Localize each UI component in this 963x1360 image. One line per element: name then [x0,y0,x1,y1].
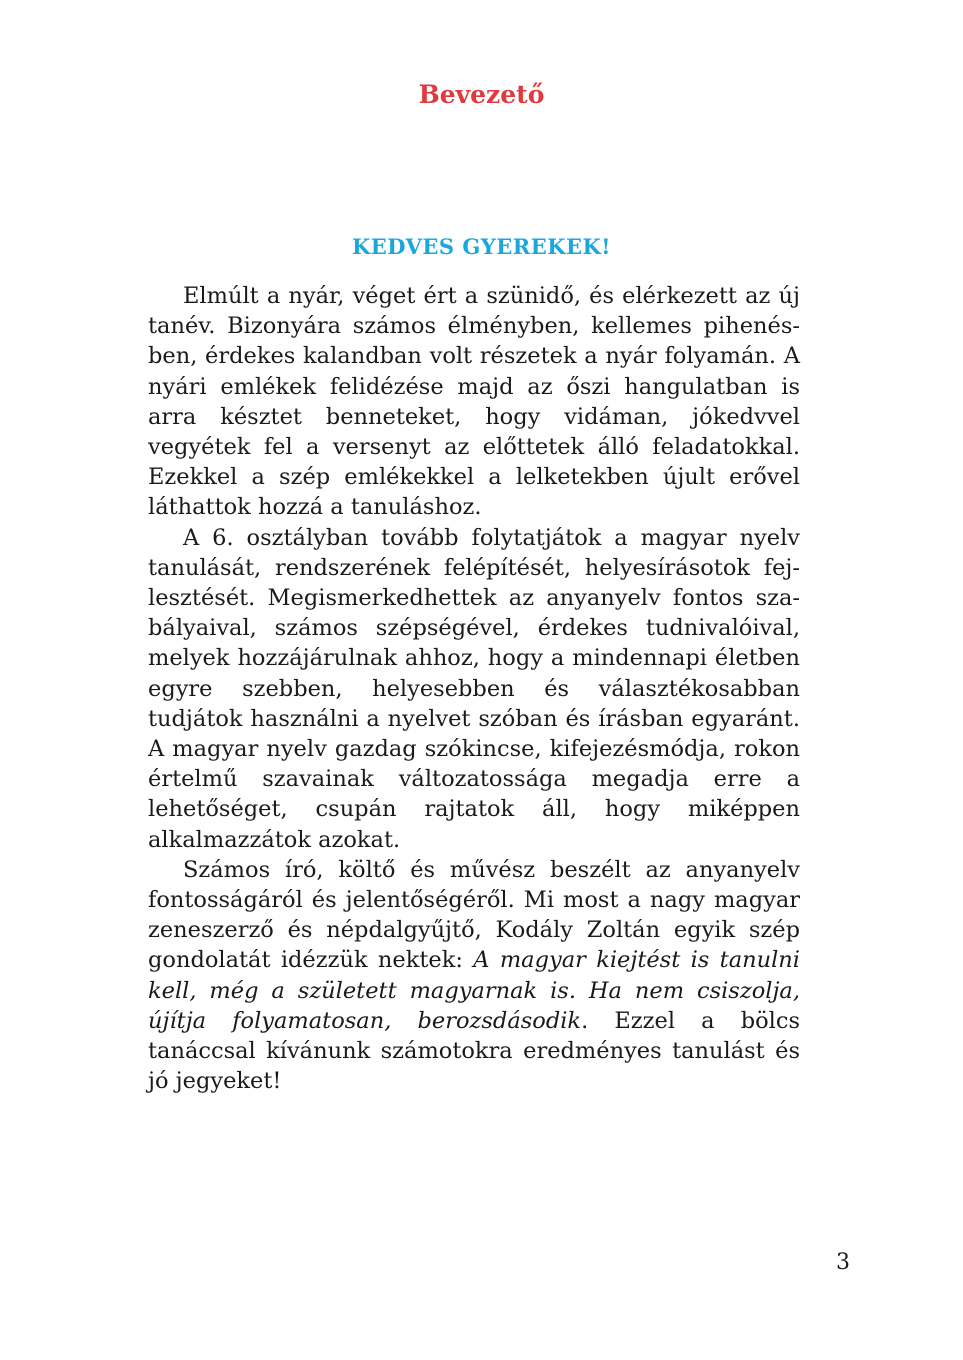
section-heading: KEDVES GYEREKEK! [352,234,611,259]
paragraph-3-start: Számos író, költő és művész beszélt az anyanyelv fontosságáról és jelentőségéről. Mi most a nagy magyar zeneszerző és népdalgyűjtő, Kodály Zoltán egyik szép gondolatát idézzük nektek: [148,856,800,974]
paragraph-3-end: . Ezzel a bölcs tanáccsal kívánunk számotokra eredményes tanulást és jó jegyeket! [148,1007,800,1095]
page-number: 3 [836,1250,850,1275]
kodaly-quote: A magyar kiejtést is tanulni kell, még a született magyarnak is. Ha nem csiszolja, újítja folyamatosan, berozsdásodik [148,947,800,1034]
chapter-title: Bevezető [418,80,545,109]
paragraph-1: Elmúlt a nyár, véget ért a szünidő, és elérkezett az új tanév. Bizonyára számos élményben, kellemes pihenésben, érdekes kalandban volt részetek a nyár folyamán. A nyári emlékek felidézése majd az őszi hangulatban is arra késztet benneteket, hogy vidáman, jókedvvel vegyétek fel a versenyt az előttetek álló feladatokkal. Ezekkel a szép emlékekkel a lelketekben újult erővel láthattok hozzá a tanuláshoz. [148,283,800,521]
paragraph-3 [148,855,800,1097]
body-text [148,281,800,1096]
paragraph-2: A 6. osztályban tovább folytatjátok a magyar nyelv tanulását, rendszerének felépítését, helyesírásotok fejlesztését. Megismerkedhettek az anyanyelv fontos szabályaival, számos szépségével, érdekes tudnivalóival, melyek hozzájárulnak ahhoz, hogy a mindennapi életben egyre szebben, helyesebben és választékosabban tudjátok használni a nyelvet szóban és írásban egyaránt. A magyar nyelv gazdag szókincse, kifejezésmódja, rokon értelmű szavainak változatossága megadja erre a lehetőséget, csupán rajtatok áll, hogy miképpen alkalmazzátok azokat. [148,524,800,853]
